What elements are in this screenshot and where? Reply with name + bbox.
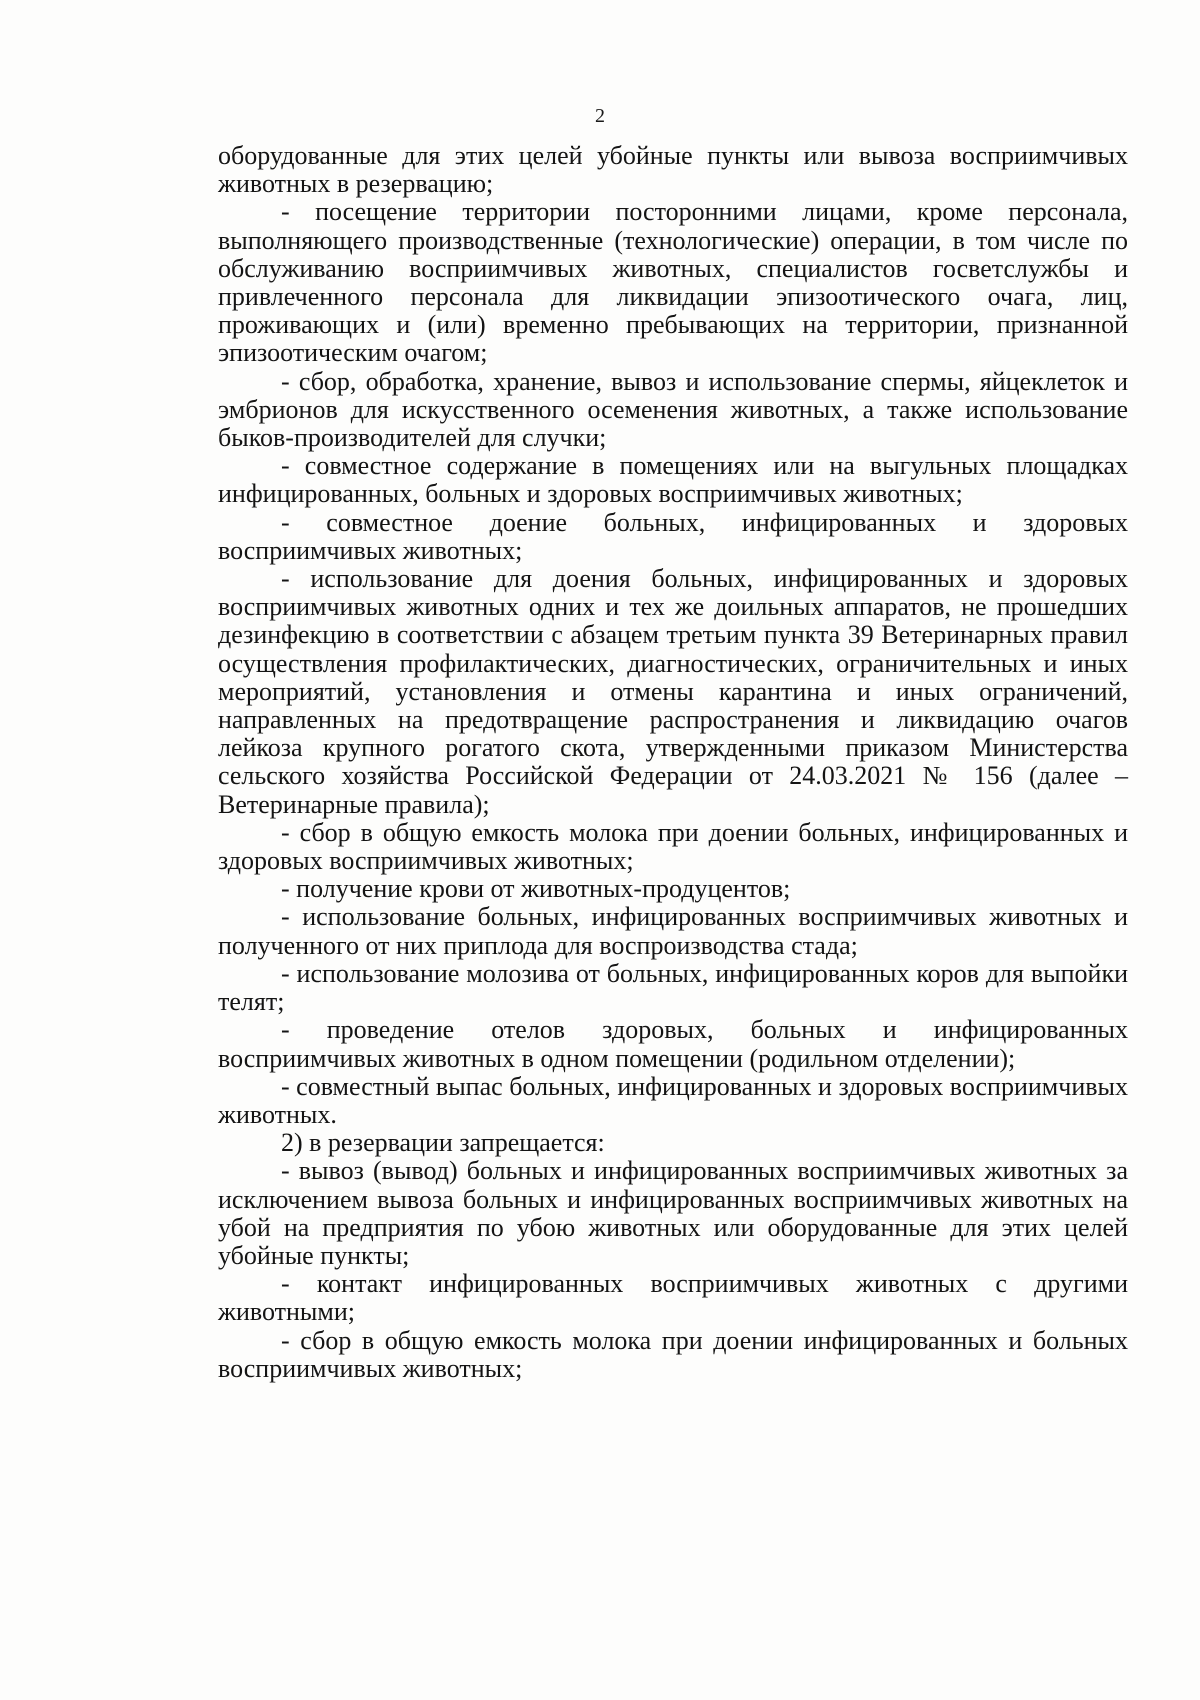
- list-item: - совместное доение больных, инфицированных и здоровых восприимчивых животных;: [218, 507, 1128, 565]
- document-body: [218, 142, 1128, 1383]
- section-heading: 2) в резервации запрещается:: [281, 1128, 605, 1158]
- list-item: - сбор, обработка, хранение, вывоз и использование спермы, яйцеклеток и эмбрионов для искусственного осеменения животных, а также использование быков-производителей для случки;: [218, 366, 1128, 453]
- list-item: - вывоз (вывод) больных и инфицированных восприимчивых животных за исключением вывоза больных и инфицированных восприимчивых животных на убой на предприятия по убою животных или оборудованные для этих целей убойные пункты;: [218, 1156, 1128, 1270]
- list-item: - получение крови от животных-продуцентов;: [281, 874, 791, 904]
- list-item: - сбор в общую емкость молока при доении больных, инфицированных и здоровых восприимчивых животных;: [218, 817, 1128, 876]
- list-item: - контакт инфицированных восприимчивых животных с другими животными;: [218, 1269, 1128, 1327]
- page-number: 2: [595, 105, 605, 127]
- list-item: - посещение территории посторонними лицами, кроме персонала, выполняющего производственные (технологические) операции, в том числе по обслуживанию восприимчивых животных, специалистов госветслужбы и привлеченного персонала для ликвидации эпизоотического очага, лиц, проживающих и (или) временно пребывающих на территории, признанной эпизоотическим очагом;: [218, 197, 1128, 368]
- list-item: - совместный выпас больных, инфицированных и здоровых восприимчивых животных.: [218, 1071, 1128, 1129]
- list-item: - использование молозива от больных, инфицированных коров для выпойки телят;: [218, 958, 1128, 1017]
- list-item: - использование больных, инфицированных восприимчивых животных и полученного от них приплода для воспроизводства стада;: [218, 902, 1128, 960]
- paragraph: оборудованные для этих целей убойные пункты или вывоза восприимчивых животных в резервацию;: [218, 141, 1128, 199]
- list-item: - проведение отелов здоровых, больных и инфицированных восприимчивых животных в одном помещении (родильном отделении);: [218, 1015, 1128, 1073]
- list-item: - совместное содержание в помещениях или на выгульных площадках инфицированных, больных и здоровых восприимчивых животных;: [218, 451, 1128, 509]
- list-item: - использование для доения больных, инфицированных и здоровых восприимчивых животных одних и тех же доильных аппаратов, не прошедших дезинфекцию в соответствии с абзацем третьим пункта 39 Ветеринарных правил осуществления профилактических, диагностических, ограничительных и иных мероприятий, установления и отмены карантина и иных ограничений, направленных на предотвращение распространения и ликвидацию очагов лейкоза крупного рогатого скота, утвержденными приказом Министерства сельского хозяйства Российской Федерации от 24.03.2021 № 156 (далее – Ветеринарные правила);: [218, 564, 1128, 819]
- list-item: - сбор в общую емкость молока при доении инфицированных и больных восприимчивых животных;: [218, 1325, 1128, 1383]
